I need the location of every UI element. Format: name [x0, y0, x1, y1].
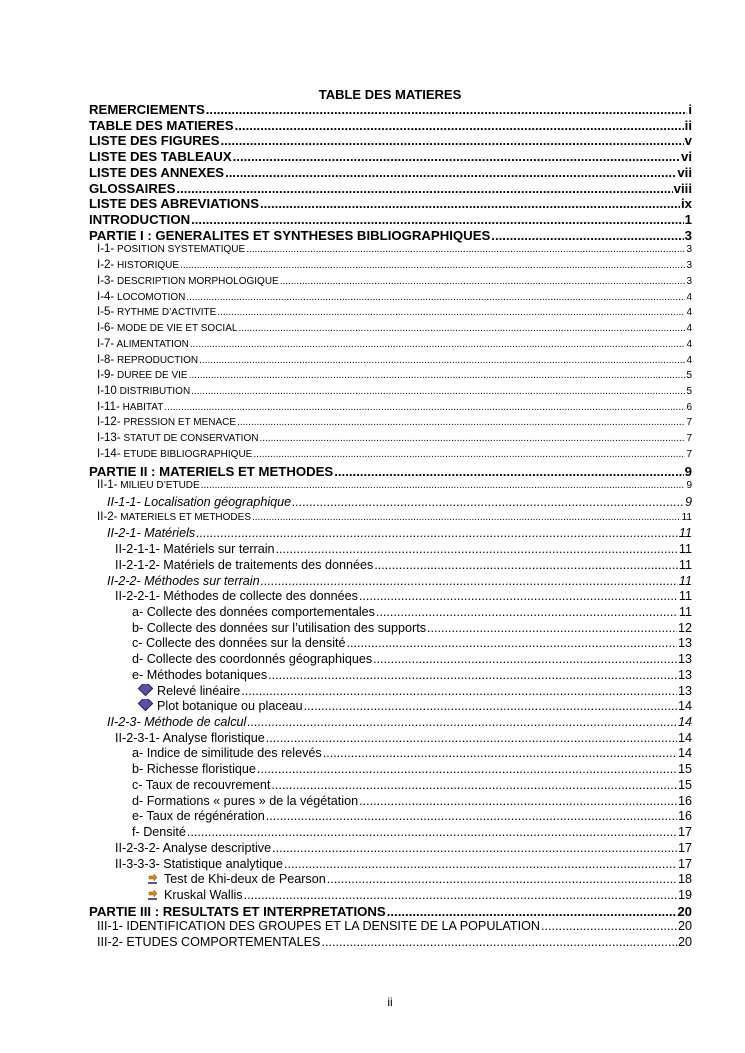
toc-page: ix: [681, 196, 692, 212]
dot-leader: [253, 449, 685, 460]
toc-entry-a-indice[interactable]: [89, 746, 692, 762]
toc-page: 5: [686, 370, 692, 382]
dot-leader: [237, 417, 685, 428]
dot-leader: [376, 605, 678, 619]
dot-leader: [186, 292, 685, 303]
toc-page: 3: [686, 275, 692, 287]
toc-prefix: I-3-: [97, 274, 115, 287]
toc-page: 7: [686, 433, 692, 445]
dot-leader: [180, 260, 685, 271]
toc-page: 1: [684, 212, 692, 228]
toc-prefix: I-6-: [97, 322, 115, 335]
dot-leader: [201, 480, 686, 491]
toc-entry-d-collecte[interactable]: [89, 652, 692, 668]
toc-entry-a-collecte[interactable]: [89, 605, 692, 621]
toc-page: v: [684, 133, 692, 149]
toc-label: RYTHME D’ACTIVITE: [117, 307, 217, 319]
toc-label: MATERIELS ET METHODES: [120, 511, 251, 523]
toc-entry-i-10[interactable]: [89, 385, 692, 401]
toc-label: INTRODUCTION: [89, 212, 191, 228]
toc-label: d- Formations « pures » de la végétation: [132, 793, 359, 808]
dot-leader: [233, 149, 680, 164]
dot-leader: [244, 888, 677, 902]
dot-leader: [220, 133, 683, 148]
toc-label: DISTRIBUTION: [119, 385, 191, 397]
dot-leader: [191, 212, 684, 227]
toc-prefix: I-5-: [97, 306, 115, 319]
toc-label: Relevé linéaire: [157, 683, 241, 698]
toc-entry-c-taux[interactable]: [89, 778, 692, 794]
toc-label: II-2-2- Méthodes sur terrain: [107, 573, 260, 588]
dot-leader: [261, 574, 678, 588]
toc-page: 20: [677, 903, 692, 919]
toc-label: PARTIE I : GENERALITES ET SYNTHESES BIBLIOGRAPHIQUES: [89, 227, 491, 243]
toc-page: 17: [677, 840, 692, 855]
toc-entry-i-13[interactable]: [89, 432, 692, 448]
dot-leader: [164, 402, 685, 413]
toc-label: c- Collecte des données sur la densité: [132, 636, 346, 651]
toc-prefix: I-8-: [97, 353, 115, 366]
toc-page: 14: [677, 715, 692, 730]
toc-entry-ii-2-2[interactable]: [89, 574, 692, 590]
toc-entry-b-richesse[interactable]: [89, 762, 692, 778]
dot-leader: [374, 558, 678, 572]
dot-leader: [176, 181, 672, 196]
arrow-bullet-icon: [147, 889, 158, 900]
toc-entry-b-collecte[interactable]: [89, 621, 692, 637]
toc-page: 19: [677, 887, 692, 902]
toc-label: DUREE DE VIE: [117, 370, 188, 382]
dot-leader: [387, 904, 677, 919]
toc-label: II-2-1-1- Matériels sur terrain: [115, 542, 275, 557]
toc-prefix: I-11-: [97, 400, 120, 413]
toc-page: 11: [678, 589, 692, 604]
toc-label: b- Collecte des données sur l’utilisation des supports: [132, 620, 427, 635]
toc-page: 12: [677, 620, 692, 635]
toc-label: ETUDE BIBLIOGRAPHIQUE: [123, 448, 253, 460]
toc-label: PARTIE II : MATERIELS ET METHODES: [89, 463, 334, 479]
dot-leader: [373, 652, 677, 666]
toc-page: 4: [686, 323, 692, 335]
dot-leader: [199, 355, 685, 366]
toc-label: f- Densité: [132, 825, 186, 840]
toc-entry-remerciements[interactable]: [89, 102, 692, 118]
dot-leader: [206, 102, 688, 117]
dot-leader: [541, 919, 677, 933]
toc-entry-khi-deux[interactable]: [89, 872, 692, 888]
toc-prefix: I-14-: [97, 447, 121, 460]
dot-leader: [427, 621, 677, 635]
dot-leader: [257, 762, 677, 776]
dot-leader: [235, 118, 684, 133]
toc-page: 6: [686, 401, 692, 413]
diamond-bullet-icon: [138, 699, 154, 711]
toc-entry-introduction[interactable]: [89, 212, 692, 228]
toc-label: III-2- ETUDES COMPORTEMENTALES: [97, 935, 321, 950]
dot-leader: [217, 307, 685, 318]
dot-leader: [359, 794, 677, 808]
toc-entry-d-formations[interactable]: [89, 794, 692, 810]
dot-leader: [189, 370, 686, 381]
dot-leader: [359, 589, 678, 603]
dot-leader: [196, 526, 678, 540]
toc-entry-ii-1[interactable]: [89, 479, 692, 495]
toc-entry-ii-2-3-2[interactable]: [89, 841, 692, 857]
toc-entry-partie-2[interactable]: [89, 464, 692, 480]
toc-prefix: I-7-: [97, 337, 115, 350]
toc-label: GLOSSAIRES: [89, 180, 176, 196]
toc-label: Kruskal Wallis: [164, 887, 243, 902]
toc-prefix: I-12-: [97, 416, 121, 429]
toc-label: POSITION SYSTEMATIQUE: [117, 244, 246, 256]
table-of-contents: [89, 102, 692, 951]
toc-page: 5: [686, 385, 692, 397]
dot-leader: [266, 731, 677, 745]
toc-label: LISTE DES TABLEAUX: [89, 149, 232, 165]
toc-label: LISTE DES ABREVIATIONS: [89, 196, 259, 212]
dot-leader: [246, 244, 685, 255]
toc-page: 15: [677, 777, 692, 792]
toc-prefix: I-4-: [97, 290, 115, 303]
toc-entry-partie-1[interactable]: [89, 228, 692, 244]
toc-page: 18: [677, 872, 692, 887]
toc-page: 7: [686, 448, 692, 460]
toc-entry-i-5[interactable]: [89, 306, 692, 322]
toc-page: 9: [686, 480, 692, 492]
dot-leader: [334, 464, 683, 479]
dot-leader: [321, 935, 677, 949]
toc-label: a- Collecte des données comportementales: [132, 605, 375, 619]
toc-entry-i-6[interactable]: [89, 322, 692, 338]
toc-page: 4: [686, 338, 692, 350]
toc-page: 4: [686, 291, 692, 303]
toc-prefix: I-10: [97, 384, 117, 397]
dot-leader: [272, 841, 677, 855]
toc-label: STATUT DE CONSERVATION: [123, 433, 259, 445]
toc-entry-i-3[interactable]: [89, 275, 692, 291]
toc-entry-ii-2-3[interactable]: [89, 715, 692, 731]
toc-label: HABITAT: [122, 401, 164, 413]
toc-label: II-2-3-2- Analyse descriptive: [115, 840, 272, 855]
toc-label: a- Indice de similitude des relevés: [132, 746, 322, 761]
arrow-bullet-icon: [147, 873, 158, 884]
toc-page: 11: [678, 557, 692, 572]
toc-page: 17: [677, 856, 692, 871]
toc-entry-plot-botanique[interactable]: [89, 699, 692, 715]
toc-label: LOCOMOTION: [117, 291, 186, 303]
dot-leader: [271, 778, 677, 792]
toc-entry-i-9[interactable]: [89, 369, 692, 385]
toc-entry-liste-figures[interactable]: [89, 133, 692, 149]
toc-label: b- Richesse floristique: [132, 762, 256, 777]
dot-leader: [247, 715, 677, 729]
toc-page: 11: [678, 573, 692, 588]
toc-entry-releve-lineaire[interactable]: [89, 684, 692, 700]
toc-page: 11: [678, 542, 692, 557]
toc-entry-ii-2-1-1[interactable]: [89, 542, 692, 558]
toc-page: 3: [684, 227, 692, 243]
toc-entry-liste-abreviations[interactable]: [89, 196, 692, 212]
toc-prefix: I-2-: [97, 259, 115, 272]
dot-leader: [252, 512, 681, 523]
toc-page: 9: [684, 494, 692, 509]
dot-leader: [225, 165, 676, 180]
toc-entry-i-4[interactable]: [89, 291, 692, 307]
toc-page: 20: [677, 919, 692, 934]
dot-leader: [187, 825, 677, 839]
toc-label: MODE DE VIE ET SOCIAL: [117, 323, 238, 335]
toc-entry-iii-2[interactable]: [89, 935, 692, 951]
toc-label: DESCRIPTION MORPHOLOGIQUE: [117, 275, 279, 287]
toc-page: i: [688, 102, 692, 117]
dot-leader: [191, 386, 685, 397]
toc-page: 13: [677, 683, 692, 698]
dot-leader: [323, 746, 677, 760]
toc-label: III-1- IDENTIFICATION DES GROUPES ET LA DENSITE DE LA POPULATION: [97, 919, 540, 934]
toc-label: d- Collecte des coordonnés géographiques: [132, 652, 373, 667]
dot-leader: [260, 196, 680, 211]
toc-label: II-2-1- Matériels: [107, 526, 196, 541]
toc-entry-table-des-matieres[interactable]: [89, 118, 692, 134]
toc-entry-liste-annexes[interactable]: [89, 165, 692, 181]
toc-label: REPRODUCTION: [117, 354, 199, 366]
dot-leader: [280, 276, 686, 287]
toc-entry-partie-3[interactable]: [89, 904, 692, 920]
toc-page: 4: [686, 307, 692, 319]
toc-entry-i-1[interactable]: [89, 243, 692, 259]
toc-label: Plot botanique ou placeau: [157, 699, 303, 714]
toc-page: 14: [677, 746, 692, 761]
page-title: TABLE DES MATIERES: [318, 87, 462, 102]
toc-prefix: II-1-: [97, 479, 118, 492]
toc-entry-i-14[interactable]: [89, 448, 692, 464]
toc-label: LISTE DES FIGURES: [89, 133, 220, 149]
toc-entry-ii-2-2-1[interactable]: [89, 589, 692, 605]
dot-leader: [266, 809, 677, 823]
toc-page: viii: [673, 180, 692, 196]
toc-label: REMERCIEMENTS: [89, 102, 205, 117]
toc-label: MILIEU D’ETUDE: [120, 480, 200, 492]
toc-entry-ii-2-1-2[interactable]: [89, 558, 692, 574]
toc-label: c- Taux de recouvrement: [132, 777, 271, 792]
toc-prefix: I-9-: [97, 369, 115, 382]
toc-label: TABLE DES MATIERES: [89, 117, 234, 133]
dot-leader: [491, 228, 683, 243]
toc-entry-ii-2-3-1[interactable]: [89, 731, 692, 747]
toc-page: 4: [686, 354, 692, 366]
toc-entry-i-7[interactable]: [89, 338, 692, 354]
dot-leader: [304, 699, 677, 713]
dot-leader: [276, 542, 678, 556]
dot-leader: [347, 636, 677, 650]
toc-label: PRESSION ET MENACE: [123, 417, 237, 429]
toc-entry-i-11[interactable]: [89, 401, 692, 417]
toc-label: II-2-1-2- Matériels de traitements des données: [115, 557, 374, 572]
toc-page: 14: [677, 730, 692, 745]
toc-page: 3: [686, 244, 692, 256]
toc-page: 20: [677, 935, 692, 950]
toc-page: 11: [678, 526, 692, 541]
toc-page: 17: [677, 825, 692, 840]
dot-leader: [238, 323, 685, 334]
toc-label: LISTE DES ANNEXES: [89, 164, 225, 180]
toc-entry-i-2[interactable]: [89, 259, 692, 275]
toc-entry-i-8[interactable]: [89, 354, 692, 370]
dot-leader: [292, 495, 684, 509]
toc-page: vi: [681, 149, 692, 165]
toc-page: vii: [677, 164, 692, 180]
toc-page: ii: [684, 117, 692, 133]
toc-label: ALIMENTATION: [116, 338, 189, 350]
toc-prefix: II-2-: [97, 510, 118, 523]
toc-label: II-1-1- Localisation géographique: [107, 494, 292, 509]
toc-entry-ii-2-1[interactable]: [89, 526, 692, 542]
toc-entry-kruskal-wallis[interactable]: [89, 888, 692, 904]
toc-page: 13: [677, 636, 692, 651]
dot-leader: [327, 872, 677, 886]
toc-label: II-3-3-3- Statistique analytique: [115, 856, 284, 871]
toc-entry-liste-tableaux[interactable]: [89, 149, 692, 165]
toc-prefix: I-13-: [97, 432, 121, 445]
toc-page: 11: [678, 605, 692, 619]
toc-label: HISTORIQUE: [117, 260, 180, 272]
toc-entry-ii-1-1[interactable]: [89, 495, 692, 511]
toc-label: Test de Khi-deux de Pearson: [164, 872, 326, 887]
toc-page: 3: [686, 260, 692, 272]
toc-page: 15: [677, 762, 692, 777]
toc-label: e- Méthodes botaniques: [132, 667, 268, 682]
diamond-bullet-icon: [138, 684, 154, 696]
toc-label: PARTIE III : RESULTATS ET INTERPRETATIONS: [89, 903, 386, 919]
dot-leader: [241, 684, 677, 698]
toc-page: 13: [677, 652, 692, 667]
page-number: ii: [387, 995, 393, 1009]
dot-leader: [268, 668, 677, 682]
toc-label: e- Taux de régénération: [132, 809, 265, 824]
toc-page: 7: [686, 417, 692, 429]
toc-entry-f-densite[interactable]: [89, 825, 692, 841]
toc-page: 13: [677, 667, 692, 682]
toc-entry-c-collecte[interactable]: [89, 636, 692, 652]
toc-page: 11: [681, 511, 692, 523]
toc-label: II-2-3-1- Analyse floristique: [115, 730, 265, 745]
toc-entry-e-taux-regeneration[interactable]: [89, 809, 692, 825]
dot-leader: [259, 433, 685, 444]
toc-page: 14: [677, 699, 692, 714]
toc-entry-ii-2[interactable]: [89, 511, 692, 527]
toc-entry-ii-3-3-3[interactable]: [89, 857, 692, 873]
toc-prefix: I-1-: [97, 243, 115, 256]
dot-leader: [190, 339, 686, 350]
toc-label: II-2-3- Méthode de calcul: [107, 715, 247, 730]
toc-entry-iii-1[interactable]: [89, 919, 692, 935]
toc-page: 16: [677, 793, 692, 808]
toc-entry-i-12[interactable]: [89, 416, 692, 432]
toc-entry-glossaires[interactable]: [89, 181, 692, 197]
toc-entry-e-methodes[interactable]: [89, 668, 692, 684]
toc-label: II-2-2-1- Méthodes de collecte des données: [115, 589, 358, 604]
toc-page: 9: [684, 463, 692, 479]
toc-page: 16: [677, 809, 692, 824]
dot-leader: [284, 857, 677, 871]
